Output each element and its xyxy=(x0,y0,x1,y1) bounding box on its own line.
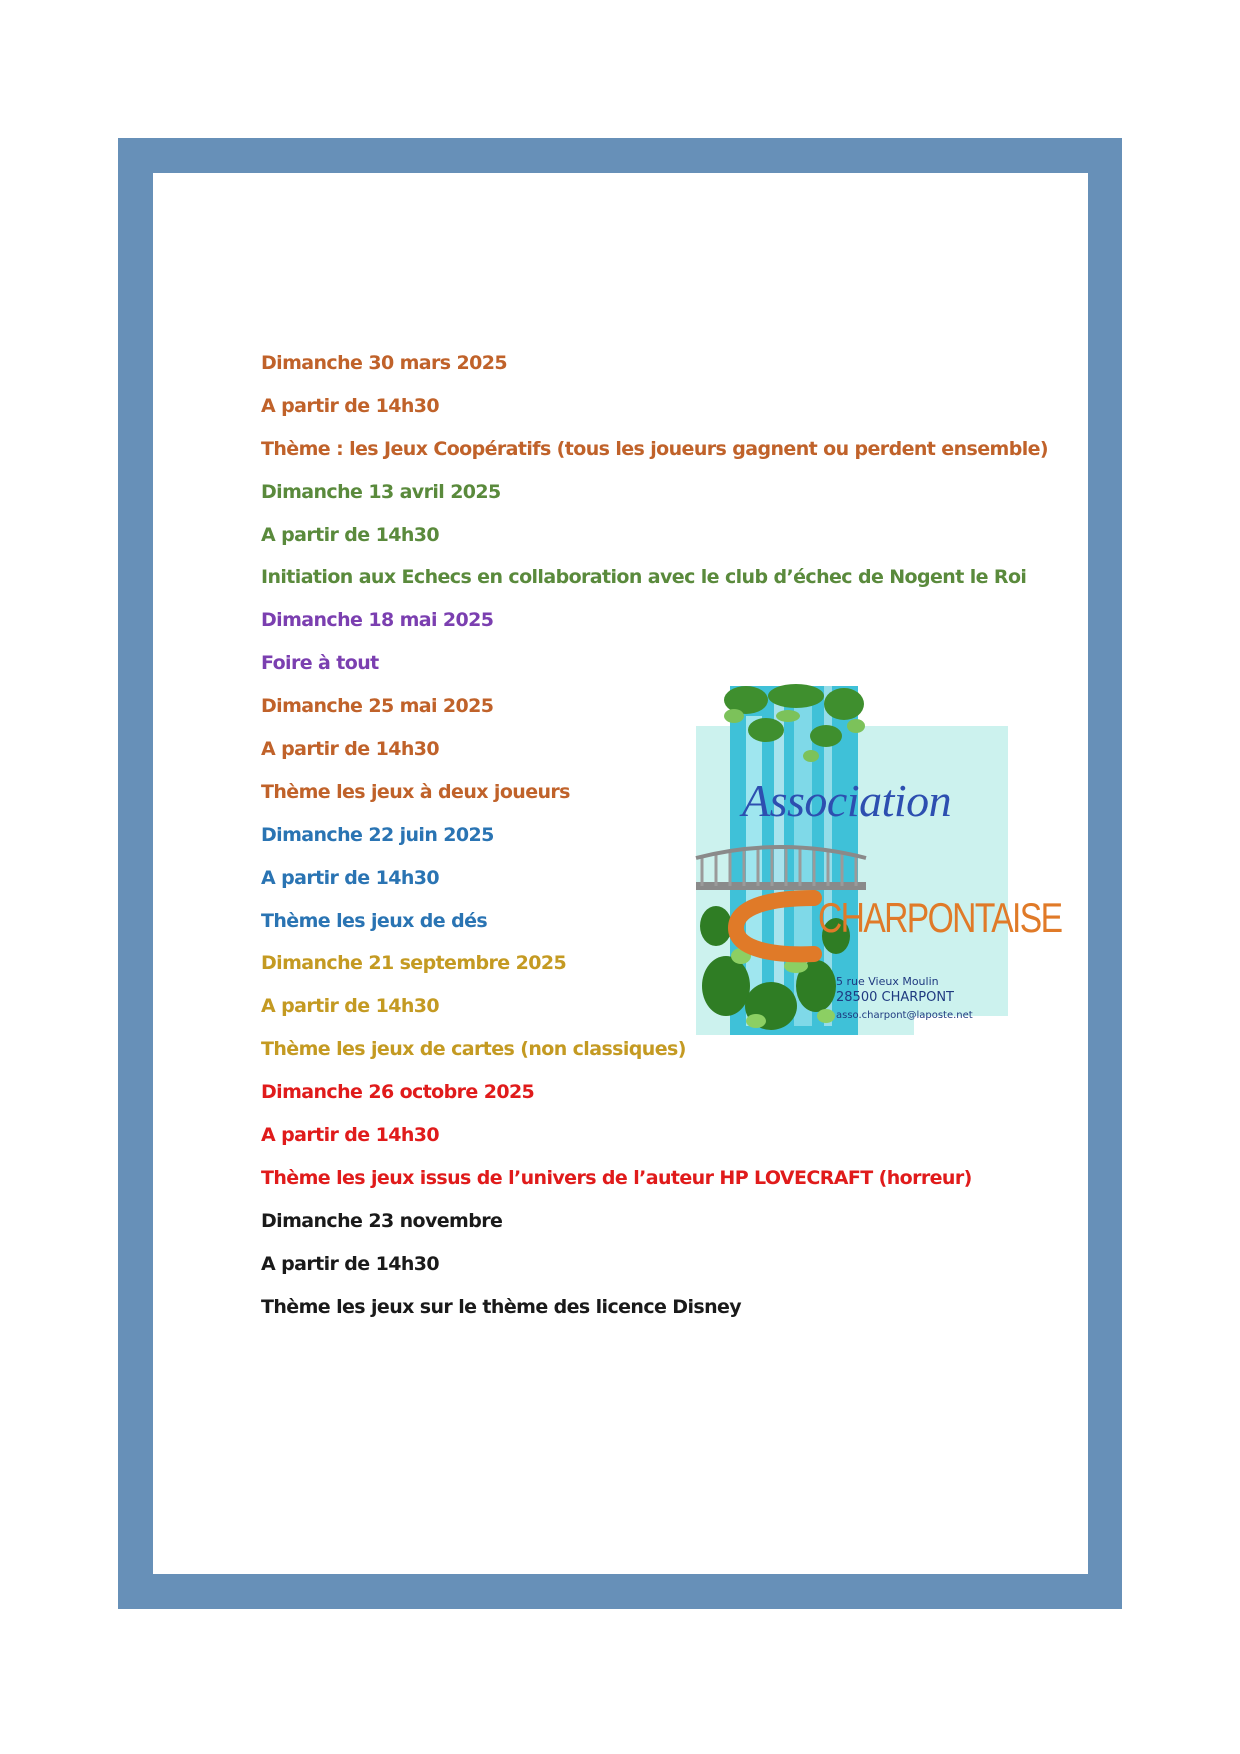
event-theme: Thème les jeux sur le thème des licence Disney xyxy=(261,1295,742,1318)
event-date: Dimanche 26 octobre 2025 xyxy=(261,1081,535,1104)
event-theme: Thème les jeux issus de l’univers de l’auteur HP LOVECRAFT (horreur) xyxy=(261,1166,972,1189)
address-city: 28500 CHARPONT xyxy=(836,990,955,1005)
event-theme: Thème : les Jeux Coopératifs (tous les joueurs gagnent ou perdent ensemble) xyxy=(261,437,1048,460)
event-theme: Initiation aux Echecs en collaboration avec le club d’échec de Nogent le Roi xyxy=(261,566,1027,589)
event-theme: Foire à tout xyxy=(261,652,379,675)
logo-charpontaise-text: CHARPONTAISE xyxy=(818,894,1062,941)
event-time: A partir de 14h30 xyxy=(261,995,440,1018)
event-date: Dimanche 13 avril 2025 xyxy=(261,480,501,503)
logo-address xyxy=(836,974,973,1026)
logo-association-text: Association xyxy=(742,775,952,826)
event-time: A partir de 14h30 xyxy=(261,1124,440,1147)
address-email: asso.charpont@laposte.net xyxy=(836,1010,973,1021)
event-time: A partir de 14h30 xyxy=(261,523,440,546)
event-time: A partir de 14h30 xyxy=(261,1252,440,1275)
event-time: A partir de 14h30 xyxy=(261,394,440,417)
event-time: A partir de 14h30 xyxy=(261,866,440,889)
event-time: A partir de 14h30 xyxy=(261,738,440,761)
event-date: Dimanche 30 mars 2025 xyxy=(261,352,507,374)
event-theme: Thème les jeux de cartes (non classiques) xyxy=(261,1038,686,1061)
event-date: Dimanche 23 novembre xyxy=(261,1209,503,1232)
event-date: Dimanche 22 juin 2025 xyxy=(261,823,494,846)
address-street: 5 rue Vieux Moulin xyxy=(836,975,939,988)
event-date: Dimanche 21 septembre 2025 xyxy=(261,952,567,975)
association-logo xyxy=(696,686,1062,1035)
event-theme: Thème les jeux de dés xyxy=(261,909,488,932)
event-date: Dimanche 25 mai 2025 xyxy=(261,695,494,718)
event-theme: Thème les jeux à deux joueurs xyxy=(261,780,570,803)
event-date: Dimanche 18 mai 2025 xyxy=(261,609,494,632)
